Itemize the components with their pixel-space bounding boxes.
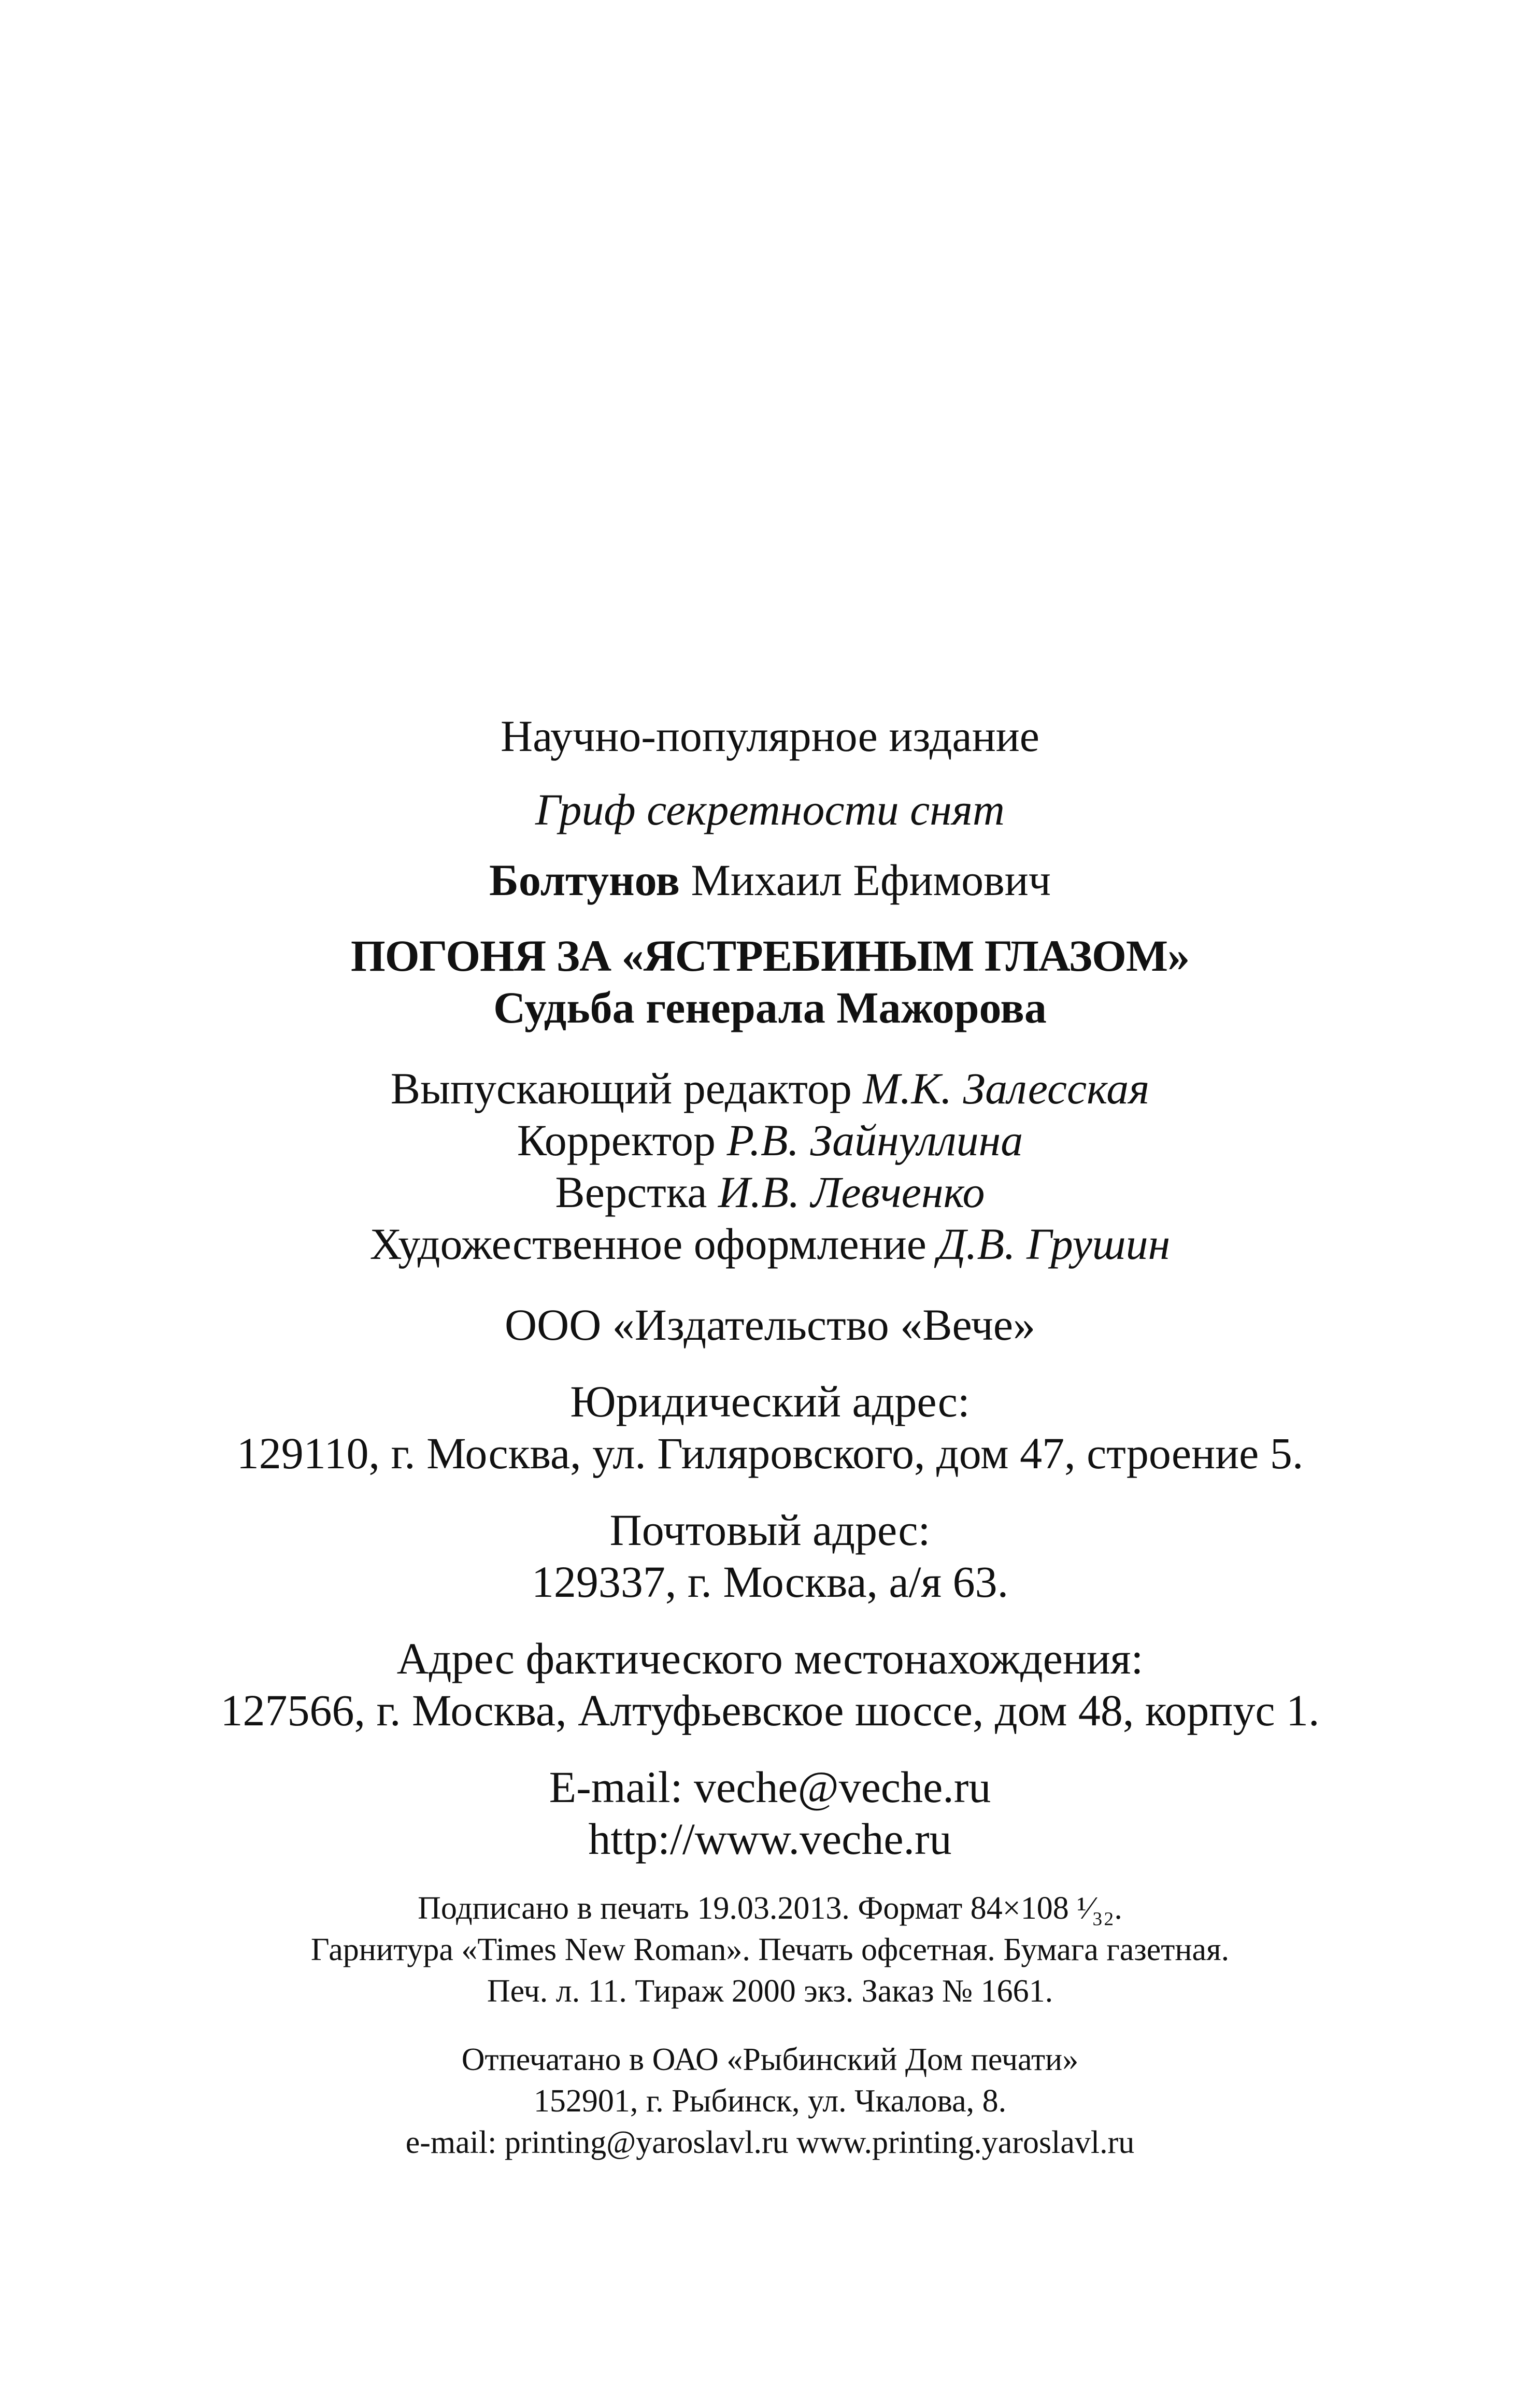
author-given-names: Михаил Ефимович <box>691 855 1051 905</box>
legal-address-label: Юридический адрес: <box>570 1377 970 1426</box>
legal-address-block <box>0 1376 1540 1479</box>
actual-address-value: 127566, г. Москва, Алтуфьевское шоссе, дом 48, корпус 1. <box>220 1685 1320 1735</box>
title-block <box>0 930 1540 1033</box>
publisher-block <box>0 1299 1540 1351</box>
publisher-name: ООО «Издательство «Вече» <box>504 1300 1036 1350</box>
staff-role: Верстка <box>555 1167 707 1217</box>
staff-proofreader <box>0 1114 1540 1166</box>
print-info-line: Подписано в печать 19.03.2013. Формат 84×108 ¹⁄₃₂. <box>418 1891 1122 1926</box>
postal-address-block <box>0 1504 1540 1608</box>
print-info-line: Гарнитура «Times New Roman». Печать офсетная. Бумага газетная. <box>310 1932 1230 1967</box>
staff-designer <box>0 1218 1540 1270</box>
colophon <box>0 710 1540 2163</box>
printer-line: Отпечатано в ОАО «Рыбинский Дом печати» <box>461 2042 1079 2077</box>
stamp-block <box>0 784 1540 835</box>
staff-name: Д.В. Грушин <box>937 1219 1171 1269</box>
author-block <box>0 854 1540 906</box>
postal-address-value: 129337, г. Москва, а/я 63. <box>531 1557 1009 1607</box>
book-title: ПОГОНЯ ЗА «ЯСТРЕБИНЫМ ГЛАЗОМ» <box>350 931 1190 981</box>
edition-block <box>0 710 1540 762</box>
staff-name: И.В. Левченко <box>718 1167 985 1217</box>
contact-email: E-mail: veche@veche.ru <box>549 1762 991 1812</box>
actual-address-block <box>0 1633 1540 1736</box>
actual-address-label: Адрес фактического местонахождения: <box>396 1634 1144 1683</box>
staff-name: Р.В. Зайнуллина <box>726 1115 1023 1165</box>
staff-credits <box>0 1062 1540 1270</box>
edition-type: Научно-популярное издание <box>501 711 1039 761</box>
author-name <box>0 854 1540 906</box>
contacts-block <box>0 1761 1540 1865</box>
book-subtitle: Судьба генерала Мажорова <box>493 983 1047 1032</box>
postal-address-label: Почтовый адрес: <box>609 1505 931 1555</box>
print-info-block <box>0 1888 1540 2012</box>
staff-role: Художественное оформление <box>369 1219 926 1269</box>
printer-line: e-mail: printing@yaroslavl.ru www.printing.yaroslavl.ru <box>405 2125 1135 2160</box>
staff-editor <box>0 1062 1540 1114</box>
staff-name: М.К. Залесская <box>863 1064 1150 1113</box>
staff-role: Выпускающий редактор <box>390 1064 852 1113</box>
staff-layout <box>0 1166 1540 1218</box>
stamp-line: Гриф секретности снят <box>535 785 1005 834</box>
staff-role: Корректор <box>517 1115 716 1165</box>
author-surname: Болтунов <box>489 855 680 905</box>
print-info-line: Печ. л. 11. Тираж 2000 экз. Заказ № 1661. <box>487 1974 1053 2009</box>
contact-website: http://www.veche.ru <box>588 1814 952 1864</box>
printer-block <box>0 2039 1540 2163</box>
printer-line: 152901, г. Рыбинск, ул. Чкалова, 8. <box>533 2083 1007 2119</box>
legal-address-value: 129110, г. Москва, ул. Гиляровского, дом 47, строение 5. <box>236 1428 1304 1478</box>
